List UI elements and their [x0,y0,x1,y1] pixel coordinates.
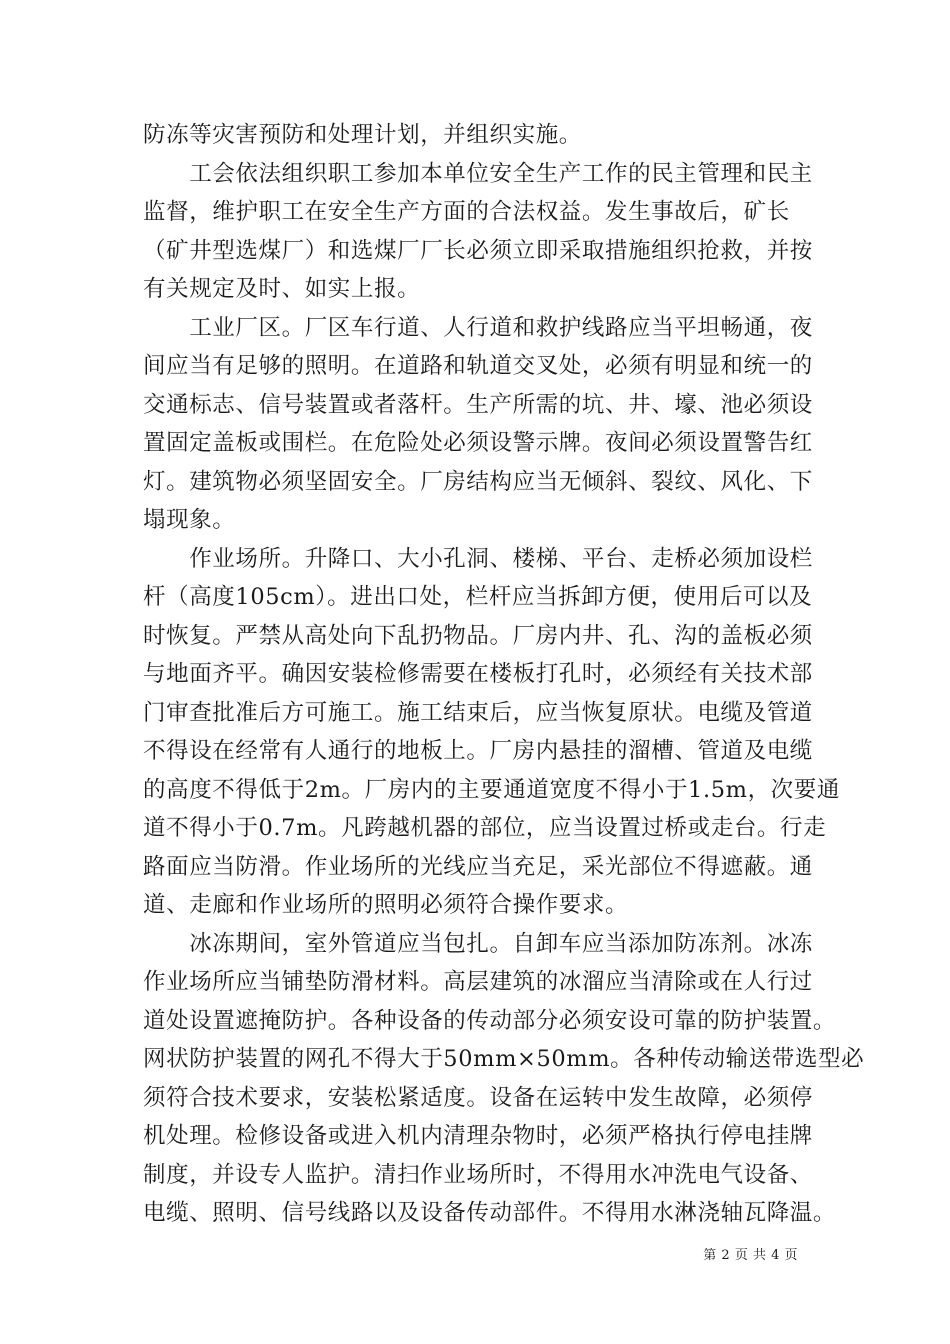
text-line: 作业场所。升降口、大小孔洞、楼梯、平台、走桥必须加设栏 [143,545,813,572]
text-line: 置固定盖板或围栏。在危险处必须设警示牌。夜间必须设置警告红 [143,430,813,456]
text-line: 网状防护装置的网孔不得大于50mm×50mm。各种传动输送带选型必 [143,1046,865,1072]
text-line: 道处设置遮掩防护。各种设备的传动部分必须安设可靠的防护装置。 [143,1007,837,1034]
text-line: 机处理。检修设备或进入机内清理杂物时，必须严格执行停电挂牌 [143,1123,813,1149]
text-line: 作业场所应当铺垫防滑材料。高层建筑的冰溜应当清除或在人行过 [143,969,813,995]
text-line: 门审查批准后方可施工。施工结束后，应当恢复原状。电缆及管道 [143,699,813,726]
text-line: 间应当有足够的照明。在道路和轨道交叉处，必须有明显和统一的 [143,353,813,379]
text-line: 工业厂区。厂区车行道、人行道和救护线路应当平坦畅通，夜 [143,314,813,341]
text-line: 道、走廊和作业场所的照明必须符合操作要求。 [143,892,629,918]
document-body [143,116,865,1233]
text-line: 制度，并设专人监护。清扫作业场所时，不得用水冲洗电气设备、 [143,1161,813,1188]
text-line: 不得设在经常有人通行的地板上。厂房内悬挂的溜槽、管道及电缆 [143,738,813,764]
text-line: 冰冻期间，室外管道应当包扎。自卸车应当添加防冻剂。冰冻 [143,930,813,957]
text-line: 杆（高度105cm）。进出口处，栏杆应当拆卸方便，使用后可以及 [143,584,813,610]
text-line: 防冻等灾害预防和处理计划，并组织实施。 [143,122,582,148]
text-line: 有关规定及时、如实上报。 [143,276,421,302]
text-line: 监督，维护职工在安全生产方面的合法权益。发生事故后，矿长 [143,199,790,225]
text-line: 路面应当防滑。作业场所的光线应当充足，采光部位不得遮蔽。通 [143,853,813,880]
page-number: 第 2 页 共 4 页 [703,1248,798,1263]
text-line: 工会依法组织职工参加本单位安全生产工作的民主管理和民主 [143,160,813,187]
text-line: 电缆、照明、信号线路以及设备传动部件。不得用水淋浇轴瓦降温。 [143,1200,837,1226]
text-line: 须符合技术要求，安装松紧适度。设备在运转中发生故障，必须停 [143,1084,813,1111]
text-line: 与地面齐平。确因安装检修需要在楼板打孔时，必须经有关技术部 [143,661,813,687]
text-line: 时恢复。严禁从高处向下乱扔物品。厂房内井、孔、沟的盖板必须 [143,622,813,649]
text-line: （矿井型选煤厂）和选煤厂厂长必须立即采取措施组织抢救，并按 [143,237,813,264]
text-line: 塌现象。 [143,507,236,533]
text-line: 灯。建筑物必须坚固安全。厂房结构应当无倾斜、裂纹、风化、下 [143,468,813,495]
text-line: 道不得小于0.7m。凡跨越机器的部位，应当设置过桥或走台。行走 [143,815,827,841]
text-line: 的高度不得低于2m。厂房内的主要通道宽度不得小于1.5m，次要通 [143,776,840,803]
text-line: 交通标志、信号装置或者落杆。生产所需的坑、井、壕、池必须设 [143,391,813,418]
